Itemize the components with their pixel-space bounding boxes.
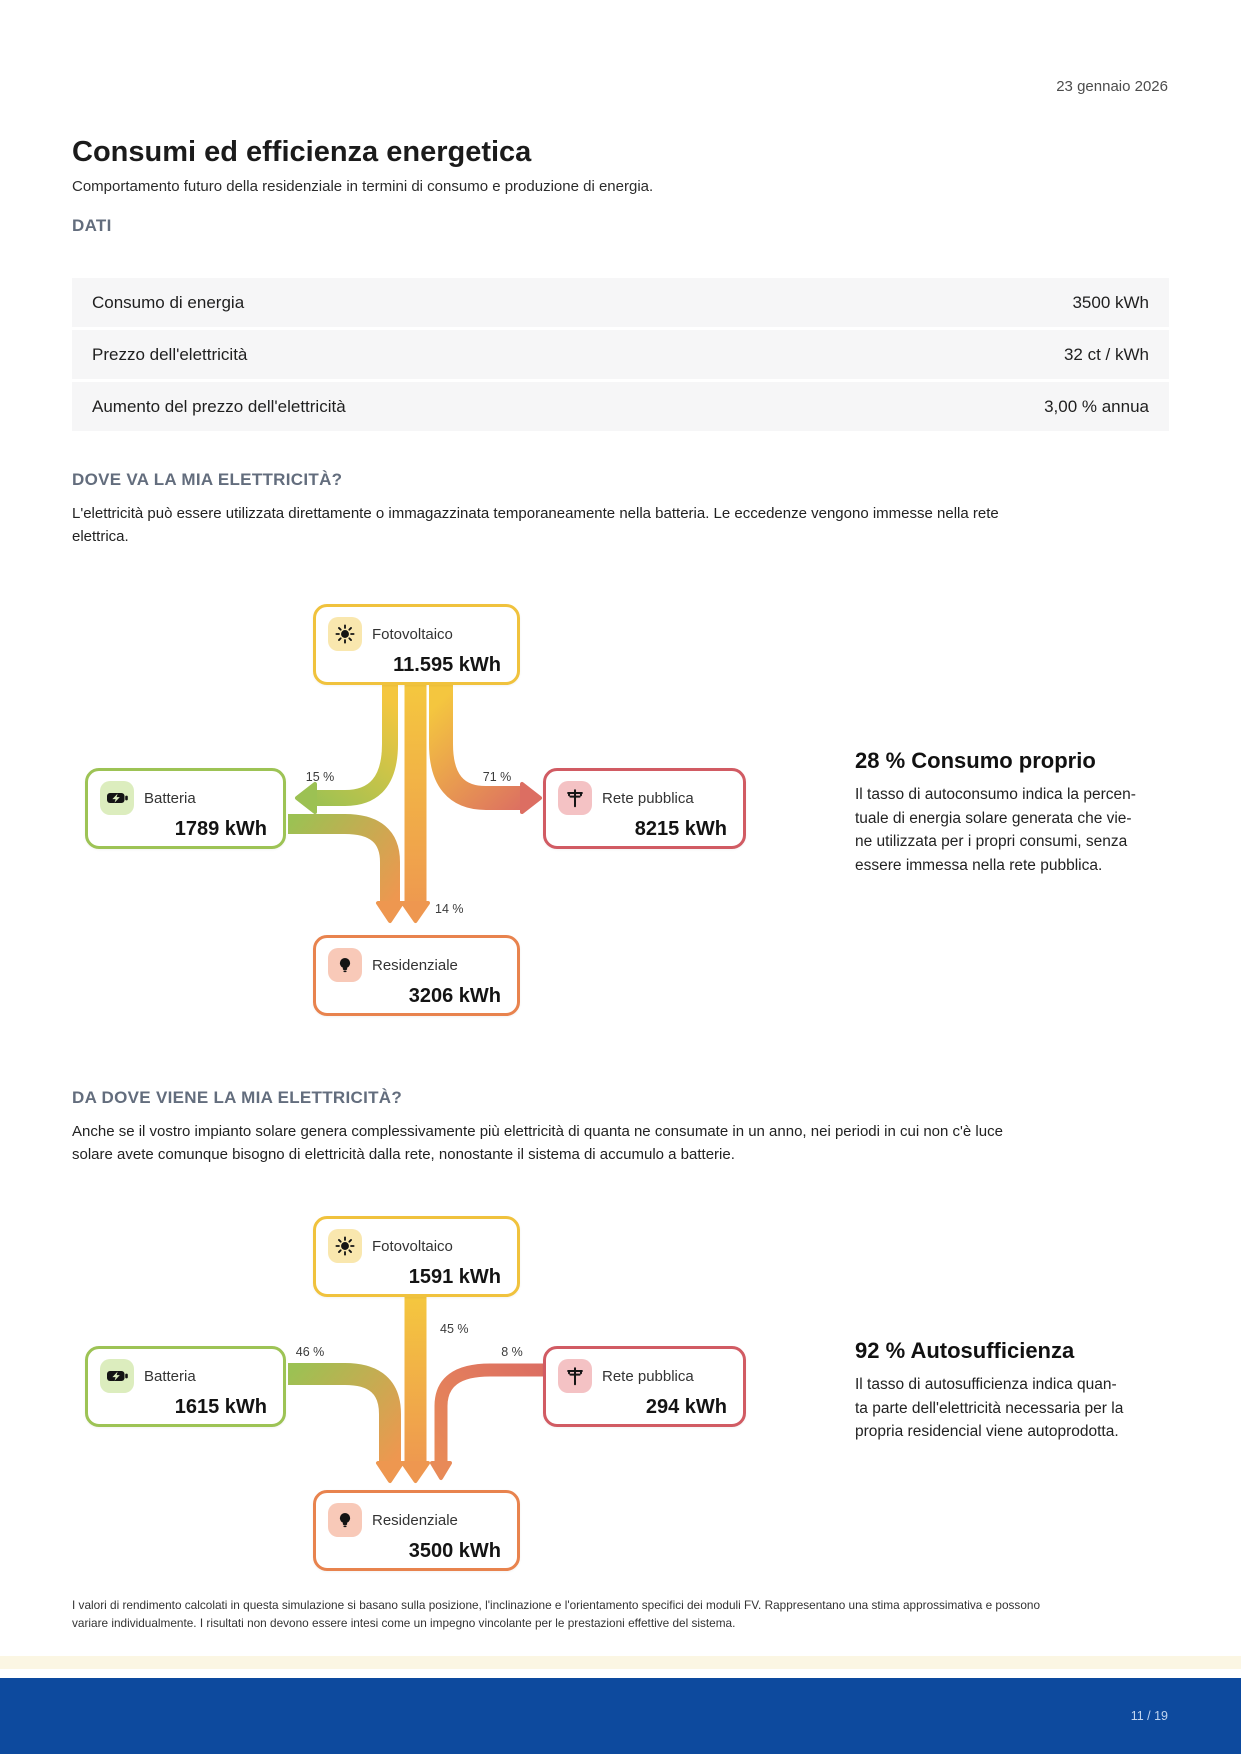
node-label: Batteria (144, 789, 196, 807)
row-value: 3500 kWh (1072, 292, 1149, 312)
node-value: 1615 kWh (174, 1396, 267, 1418)
battery-icon (100, 781, 134, 815)
intro-line: solare avete comunque bisogno di elettricità dalla rete, nonostante il sistema di accumulo a batterie. (72, 1146, 735, 1163)
node-residenziale-2 (313, 1490, 520, 1571)
flow-percent-rete-1: 71 % (482, 770, 512, 784)
callout-line: propria residencial viene autoprodotta. (855, 1423, 1119, 1440)
node-label: Batteria (144, 1367, 196, 1385)
disclaimer-line: I valori di rendimento calcolati in questa simulazione si basano sulla posizione, l'inclinazione e l'orientamento specifici dei moduli FV. Rappresentano una stima approssimativa e possono (72, 1598, 1041, 1612)
intro-line: elettrica. (72, 528, 129, 545)
node-batteria-1 (85, 768, 286, 849)
section2-intro (72, 1120, 1003, 1166)
node-value: 1591 kWh (408, 1266, 501, 1288)
callout-title: 92 % Autosufficienza (855, 1338, 1075, 1363)
page-title: Consumi ed efficienza energetica (72, 136, 532, 168)
node-label: Rete pubblica (602, 1367, 694, 1385)
node-batteria-2 (85, 1346, 286, 1427)
callout-line: Il tasso di autoconsumo indica la percen- (855, 786, 1136, 803)
flow-percent-batteria-2: 46 % (295, 1345, 325, 1359)
node-label: Fotovoltaico (372, 1237, 453, 1255)
callout-line: Il tasso di autosufficienza indica quan- (855, 1376, 1117, 1393)
section1-heading: DOVE VA LA MIA ELETTRICITÀ? (72, 470, 343, 489)
row-value: 32 ct / kWh (1063, 344, 1149, 364)
power-pole-icon (558, 781, 592, 815)
node-value: 294 kWh (645, 1396, 727, 1418)
sun-icon (328, 1229, 362, 1263)
document-date: 23 gennaio 2026 (1056, 78, 1168, 95)
footer-bar (0, 1678, 1241, 1754)
lightbulb-icon (328, 1503, 362, 1537)
intro-line: Anche se il vostro impianto solare genera complessivamente più elettricità di quanta ne consumate in un anno, nei periodi in cui non c'è luce (72, 1123, 1003, 1140)
callout-line: ta parte dell'elettricità necessaria per la (855, 1399, 1124, 1417)
node-label: Residenziale (372, 956, 458, 974)
row-value: 3,00 % annua (1044, 396, 1149, 416)
row-label: Consumo di energia (92, 292, 245, 312)
footer-accent-strip (0, 1656, 1241, 1669)
node-rete-pubblica-2 (543, 1346, 746, 1427)
footer-disclaimer (72, 1596, 1182, 1632)
node-value: 3206 kWh (408, 985, 501, 1007)
callout-line: tuale di energia solare generata che vie- (855, 809, 1132, 827)
node-value: 11.595 kWh (393, 654, 501, 676)
row-label: Prezzo dell'elettricità (92, 344, 248, 364)
node-label: Residenziale (372, 1511, 458, 1529)
flow-percent-rete-2: 8 % (501, 1345, 523, 1359)
node-residenziale-1 (313, 935, 520, 1016)
node-label: Fotovoltaico (372, 625, 453, 643)
node-value: 1789 kWh (174, 818, 267, 840)
disclaimer-line: variare individualmente. I risultati non devono essere intesi come un impegno vincolante per le prestazioni effettive del sistema. (72, 1616, 736, 1630)
dati-table (72, 278, 1169, 434)
battery-icon (100, 1359, 134, 1393)
dati-heading: DATI (72, 216, 112, 235)
flow-percent-fotovoltaico-2: 45 % (440, 1322, 469, 1336)
node-fotovoltaico-1 (313, 604, 520, 685)
table-row (72, 382, 1169, 431)
node-label: Rete pubblica (602, 789, 694, 807)
flow-percent-residenziale-1: 14 % (435, 902, 464, 916)
page-subtitle: Comportamento futuro della residenziale in termini di consumo e produzione di energia. (72, 178, 654, 195)
self-sufficiency-callout (855, 1338, 1175, 1444)
row-label: Aumento del prezzo dell'elettricità (92, 396, 346, 416)
table-row (72, 330, 1169, 379)
table-row (72, 278, 1169, 327)
section2-heading: DA DOVE VIENE LA MIA ELETTRICITÀ? (72, 1088, 403, 1107)
flow-percent-batteria-1: 15 % (305, 770, 335, 784)
lightbulb-icon (328, 948, 362, 982)
node-value: 3500 kWh (408, 1540, 501, 1562)
page-number: 11 / 19 (1130, 1709, 1168, 1723)
node-rete-pubblica-1 (543, 768, 746, 849)
intro-line: L'elettricità può essere utilizzata direttamente o immagazzinata temporaneamente nella batteria. Le eccedenze vengono immesse nella rete (72, 505, 999, 522)
callout-title: 28 % Consumo proprio (855, 748, 1096, 773)
power-pole-icon (558, 1359, 592, 1393)
callout-line: essere immessa nella rete pubblica. (855, 856, 1103, 874)
callout-line: ne utilizzata per i propri consumi, senza (855, 833, 1128, 850)
node-value: 8215 kWh (634, 818, 727, 840)
node-fotovoltaico-2 (313, 1216, 520, 1297)
self-consumption-callout (855, 748, 1175, 877)
sun-icon (328, 617, 362, 651)
